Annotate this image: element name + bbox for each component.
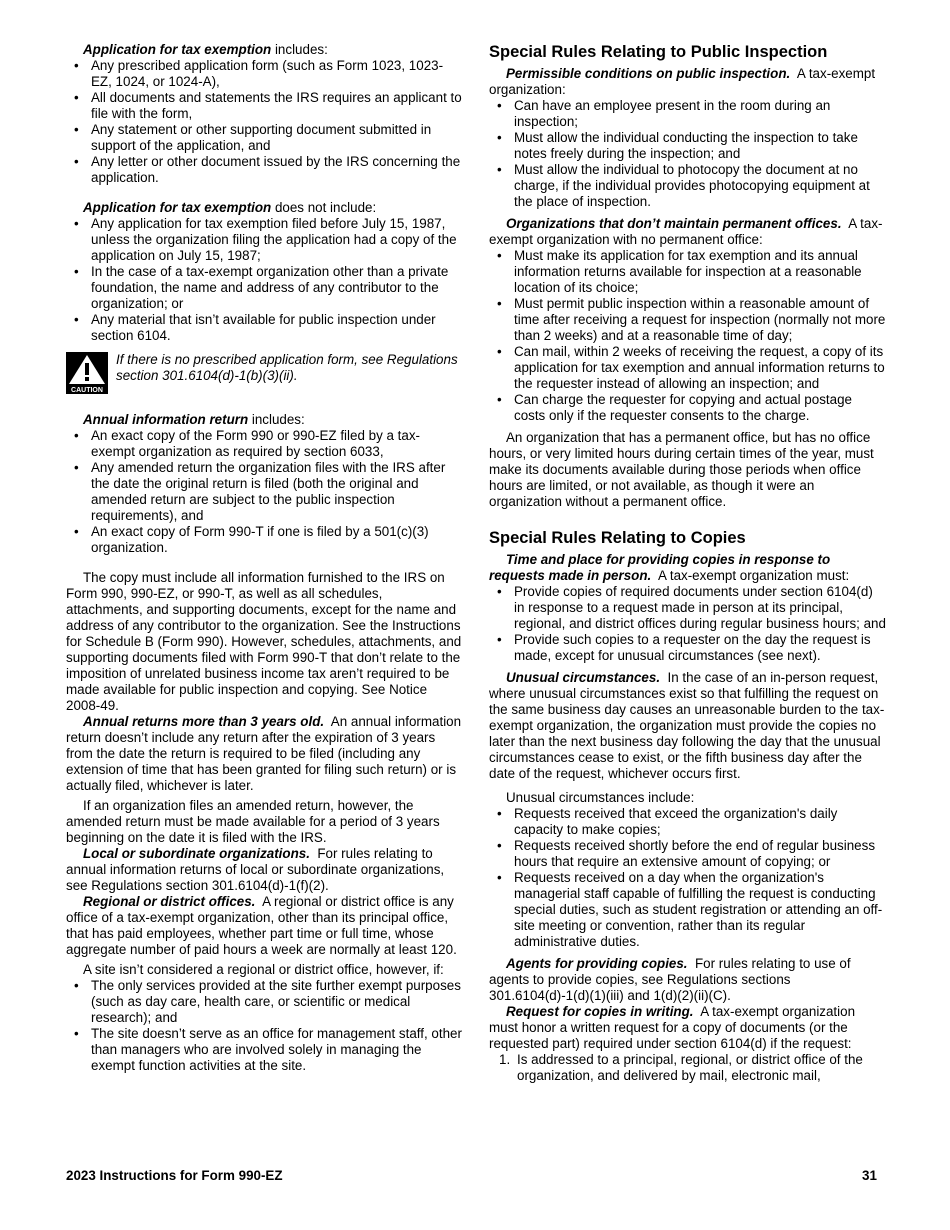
- time-place-paragraph: Time and place for providing copies in response to requests made in person. A tax-exempt organization must:: [489, 552, 850, 583]
- list-item: • Any application for tax exemption filed before July 15, 1987, unless the organization filing the application had a copy of the application on July 15, 1987;: [66, 216, 462, 264]
- list-item: • Can mail, within 2 weeks of receiving the request, a copy of its application for tax exemption and annual information returns to the requester instead of allowing an inspection; and: [489, 344, 886, 392]
- footer-title: 2023 Instructions for Form 990-EZ: [66, 1168, 283, 1183]
- written-request-list: [489, 1052, 886, 1084]
- list-item: • Must permit public inspection within a reasonable amount of time after receiving a request for inspection (normally not more than 2 weeks) and at a reasonable time of day;: [489, 296, 886, 344]
- list-item: • Can have an employee present in the room during an inspection;: [489, 98, 886, 130]
- list-item: • Can charge the requester for copying and actual postage costs only if the requester consents to the charge.: [489, 392, 886, 424]
- list-item: • An exact copy of Form 990-T if one is filed by a 501(c)(3) organization.: [66, 524, 462, 556]
- list-item: • Any amended return the organization files with the IRS after the date the original return is filed (both the original and amended return are subject to the public inspection requirements), and: [66, 460, 462, 524]
- list-item: • Must allow the individual to photocopy the document at no charge, if the individual provides photocopying equipment at the place of inspection.: [489, 162, 886, 210]
- local-orgs-paragraph: Local or subordinate organizations. For rules relating to annual information returns of local or subordinate organizations, see Regulations section 301.6104(d)-1(f)(2).: [66, 846, 445, 893]
- svg-text:CAUTION: CAUTION: [71, 387, 103, 394]
- writing-paragraph: Request for copies in writing. A tax-exempt organization must honor a written request for a copy of documents (or the requested part) required under section 6104(d) if the request:: [489, 1004, 856, 1051]
- app-excludes-list: [66, 216, 462, 344]
- older-returns-paragraph: Annual returns more than 3 years old. An annual information return doesn’t include any return after the expiration of 3 years from the date the return is required to be filed (including any extension of time that has been granted for filing such return) or is actually filed, whichever is later.: [66, 714, 462, 793]
- left-column: [66, 42, 462, 1074]
- list-item: • An exact copy of the Form 990 or 990-EZ filed by a tax-exempt organization as required by section 6033,: [66, 428, 462, 460]
- list-item: • All documents and statements the IRS requires an applicant to file with the form,: [66, 90, 462, 122]
- list-item: • Requests received that exceed the organization's daily capacity to make copies;: [489, 806, 886, 838]
- page-number: 31: [862, 1168, 877, 1183]
- no-office-list: [489, 248, 886, 424]
- heading-public-inspection: Special Rules Relating to Public Inspection: [489, 43, 828, 61]
- list-item: • Requests received shortly before the end of regular business hours that require an extensive amount of copying; or: [489, 838, 886, 870]
- unusual-list: [489, 806, 886, 950]
- list-item: • Provide copies of required documents under section 6104(d) in response to a request made in person at its principal, regional, and district offices during regular business hours; and: [489, 584, 886, 632]
- list-item: • The site doesn’t serve as an office for management staff, other than managers who are involved solely in managing the exempt function activities at the site.: [66, 1026, 462, 1074]
- list-item: • The only services provided at the site further exempt purposes (such as day care, health care, or scientific or medical research); and: [66, 978, 462, 1026]
- unusual-paragraph: Unusual circumstances. In the case of an in-person request, where unusual circumstances exist so that fulfilling the request on the same business day causes an unreasonable burden to the tax-exempt organization, the organization must provide the copies no later than the next business day following the day that the unusual circumstances cease to exist, or the fifth business day after the date of the request, whichever occurs first.: [489, 670, 885, 781]
- permissible-paragraph: Permissible conditions on public inspection. A tax-exempt organization:: [489, 66, 876, 97]
- list-item: • Must make its application for tax exemption and its annual information returns available for inspection at a reasonable location of its choice;: [489, 248, 886, 296]
- site-list: [66, 978, 462, 1074]
- agents-paragraph: Agents for providing copies. For rules relating to use of agents to provide copies, see Regulations sections 301.6104(d)-1(d)(1)(iii) and 1(d)(2)(ii)(C).: [489, 956, 851, 1003]
- site-intro: A site isn’t considered a regional or district office, however, if:: [83, 962, 444, 977]
- unusual-intro: Unusual circumstances include:: [506, 790, 695, 805]
- app-includes-list: [66, 58, 462, 186]
- annual-includes-list: [66, 428, 462, 556]
- list-item: • Any letter or other document issued by the IRS concerning the application.: [66, 154, 462, 186]
- amended-paragraph: If an organization files an amended return, however, the amended return must be made available for a period of 3 years beginning on the date it is filed with the IRS.: [66, 798, 440, 845]
- list-item: • Requests received on a day when the organization's managerial staff capable of fulfilling the request is conducting special duties, such as student registration or attending an off-site meeting or convention, rather than its regular administrative duties.: [489, 870, 886, 950]
- heading-copies: Special Rules Relating to Copies: [489, 529, 746, 547]
- list-item: • Must allow the individual conducting the inspection to take notes freely during the inspection; and: [489, 130, 886, 162]
- list-item: • Any prescribed application form (such as Form 1023, 1023-EZ, 1024, or 1024-A),: [66, 58, 462, 90]
- caution-icon: [66, 352, 108, 394]
- permissible-list: [489, 98, 886, 210]
- app-excludes-intro: Application for tax exemption does not include:: [83, 200, 377, 215]
- copy-paragraph: The copy must include all information furnished to the IRS on Form 990, 990-EZ, or 990-T, as well as all schedules, attachments, and supporting documents, except for the name and address of any contributor to the organization. See the Instructions for Schedule B (Form 990). However, schedules, attachments, and supporting documents filed with Form 990-T that don’t relate to the imposition of unrelated business income tax aren’t required to be made available for public inspection and copying. See Notice 2008-49.: [66, 570, 462, 713]
- caution-note: [66, 352, 462, 394]
- list-item: • Any material that isn’t available for public inspection under section 6104.: [66, 312, 462, 344]
- limited-hours-paragraph: An organization that has a permanent office, but has no office hours, or very limited hours during certain times of the year, must make its documents available during those periods when office hours are limited, or not available, as though it were an organization without a permanent office.: [489, 430, 874, 509]
- annual-includes-intro: Annual information return includes:: [83, 412, 305, 427]
- list-item: • Provide such copies to a requester on the day the request is made, except for unusual circumstances (see next).: [489, 632, 886, 664]
- app-includes-intro: Application for tax exemption includes:: [83, 42, 328, 57]
- list-item: 1. Is addressed to a principal, regional, or district office of the organization, and delivered by mail, electronic mail,: [499, 1052, 863, 1083]
- no-office-paragraph: Organizations that don’t maintain permanent offices. A tax-exempt organization with no permanent office:: [489, 216, 883, 247]
- regional-offices-paragraph: Regional or district offices. A regional or district office is any office of a tax-exempt organization, other than its principal office, that has paid employees, whether part time or full time, whose aggregate number of paid hours a week are normally at least 120.: [66, 894, 457, 957]
- right-column: [489, 42, 886, 1084]
- time-place-list: [489, 584, 886, 664]
- list-item: • In the case of a tax-exempt organization other than a private foundation, the name and address of any contributor to the organization; or: [66, 264, 462, 312]
- caution-text: If there is no prescribed application form, see Regulations section 301.6104(d)-1(b)(3)(ii).: [116, 352, 458, 383]
- list-item: • Any statement or other supporting document submitted in support of the application, and: [66, 122, 462, 154]
